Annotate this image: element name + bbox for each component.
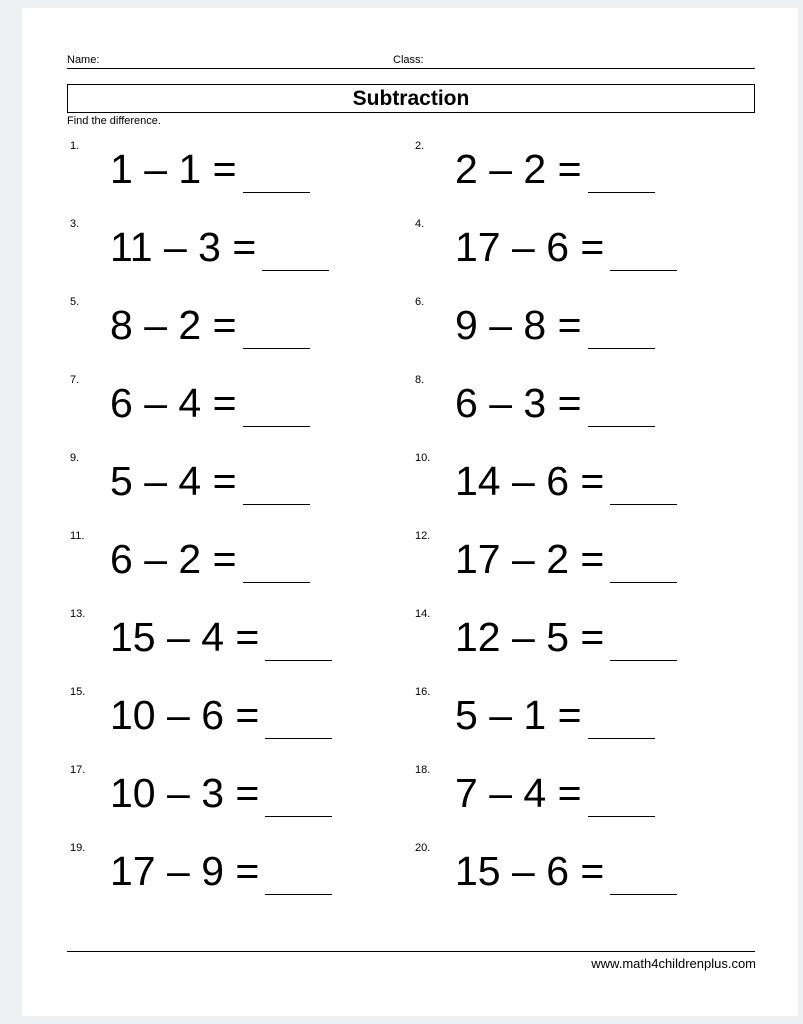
problem-item: [70, 296, 400, 356]
worksheet-title: Subtraction: [67, 84, 755, 113]
problem-number: 9.: [70, 452, 80, 464]
answer-blank[interactable]: [588, 348, 655, 349]
problem-item: [70, 608, 400, 668]
problem-item: [70, 530, 400, 590]
problem-item: [415, 608, 745, 668]
problem-expression: [455, 146, 655, 193]
answer-blank[interactable]: [243, 504, 310, 505]
worksheet-page: [22, 8, 798, 1016]
problem-expression: [455, 380, 655, 427]
answer-blank[interactable]: [243, 348, 310, 349]
problem-item: [70, 452, 400, 512]
problem-expression-text: 17 – 6 =: [455, 224, 605, 270]
problem-expression-text: 17 – 2 =: [455, 536, 605, 582]
answer-blank[interactable]: [588, 426, 655, 427]
problem-expression: [110, 380, 310, 427]
problem-expression: [110, 614, 332, 661]
name-label: Name:: [67, 54, 100, 66]
footer-divider: [67, 951, 755, 952]
problem-expression-text: 8 – 2 =: [110, 302, 237, 348]
problem-expression: [455, 536, 677, 583]
problem-item: [415, 452, 745, 512]
problem-expression: [110, 848, 332, 895]
problem-expression-text: 17 – 9 =: [110, 848, 260, 894]
problem-expression-text: 7 – 4 =: [455, 770, 582, 816]
problem-item: [415, 842, 745, 902]
problem-number: 14.: [415, 608, 431, 620]
problem-item: [415, 764, 745, 824]
problem-expression-text: 10 – 6 =: [110, 692, 260, 738]
problem-expression-text: 6 – 2 =: [110, 536, 237, 582]
problem-number: 4.: [415, 218, 425, 230]
problem-expression-text: 5 – 4 =: [110, 458, 237, 504]
problem-number: 17.: [70, 764, 86, 776]
problem-expression-text: 12 – 5 =: [455, 614, 605, 660]
problem-expression: [110, 458, 310, 505]
problem-item: [70, 686, 400, 746]
problem-item: [415, 530, 745, 590]
problem-expression: [455, 302, 655, 349]
problem-number: 1.: [70, 140, 80, 152]
problem-expression-text: 11 – 3 =: [110, 224, 257, 270]
problem-expression-text: 5 – 1 =: [455, 692, 582, 738]
problem-expression: [110, 224, 329, 271]
problem-number: 11.: [70, 530, 85, 542]
answer-blank[interactable]: [610, 270, 677, 271]
problem-number: 16.: [415, 686, 431, 698]
problem-expression-text: 6 – 3 =: [455, 380, 582, 426]
problem-item: [70, 140, 400, 200]
problem-expression-text: 9 – 8 =: [455, 302, 582, 348]
problem-expression-text: 1 – 1 =: [110, 146, 237, 192]
answer-blank[interactable]: [265, 738, 332, 739]
answer-blank[interactable]: [243, 192, 310, 193]
problem-expression-text: 10 – 3 =: [110, 770, 260, 816]
answer-blank[interactable]: [265, 894, 332, 895]
problem-number: 15.: [70, 686, 86, 698]
problem-number: 10.: [415, 452, 431, 464]
answer-blank[interactable]: [610, 894, 677, 895]
problem-expression: [110, 692, 332, 739]
problem-expression-text: 15 – 6 =: [455, 848, 605, 894]
class-label: Class:: [393, 54, 424, 66]
problem-expression: [455, 224, 677, 271]
problem-item: [70, 764, 400, 824]
problem-item: [415, 374, 745, 434]
answer-blank[interactable]: [265, 816, 332, 817]
problem-expression: [455, 614, 677, 661]
problem-expression-text: 6 – 4 =: [110, 380, 237, 426]
problem-number: 8.: [415, 374, 425, 386]
answer-blank[interactable]: [265, 660, 332, 661]
problem-expression: [455, 692, 655, 739]
answer-blank[interactable]: [243, 582, 310, 583]
problem-number: 18.: [415, 764, 431, 776]
problem-item: [415, 218, 745, 278]
problem-expression-text: 14 – 6 =: [455, 458, 605, 504]
answer-blank[interactable]: [588, 192, 655, 193]
problem-number: 2.: [415, 140, 425, 152]
header-divider: [67, 68, 755, 69]
problem-number: 12.: [415, 530, 431, 542]
problem-expression: [110, 536, 310, 583]
instruction-text: Find the difference.: [67, 115, 161, 127]
answer-blank[interactable]: [588, 816, 655, 817]
problem-expression-text: 2 – 2 =: [455, 146, 582, 192]
problem-item: [70, 842, 400, 902]
footer-url: www.math4childrenplus.com: [591, 956, 756, 971]
answer-blank[interactable]: [588, 738, 655, 739]
problem-item: [415, 686, 745, 746]
problem-number: 6.: [415, 296, 425, 308]
problem-number: 5.: [70, 296, 80, 308]
answer-blank[interactable]: [243, 426, 310, 427]
answer-blank[interactable]: [610, 582, 677, 583]
answer-blank[interactable]: [262, 270, 329, 271]
answer-blank[interactable]: [610, 504, 677, 505]
problem-expression: [455, 458, 677, 505]
problem-expression: [110, 770, 332, 817]
problem-expression: [455, 770, 655, 817]
problem-number: 7.: [70, 374, 80, 386]
problem-expression-text: 15 – 4 =: [110, 614, 260, 660]
problem-number: 20.: [415, 842, 431, 854]
problem-expression: [455, 848, 677, 895]
problem-expression: [110, 302, 310, 349]
problem-number: 13.: [70, 608, 86, 620]
problem-number: 19.: [70, 842, 86, 854]
problem-item: [415, 296, 745, 356]
problem-expression: [110, 146, 310, 193]
problem-item: [70, 374, 400, 434]
answer-blank[interactable]: [610, 660, 677, 661]
problem-number: 3.: [70, 218, 80, 230]
problem-item: [70, 218, 400, 278]
problem-item: [415, 140, 745, 200]
